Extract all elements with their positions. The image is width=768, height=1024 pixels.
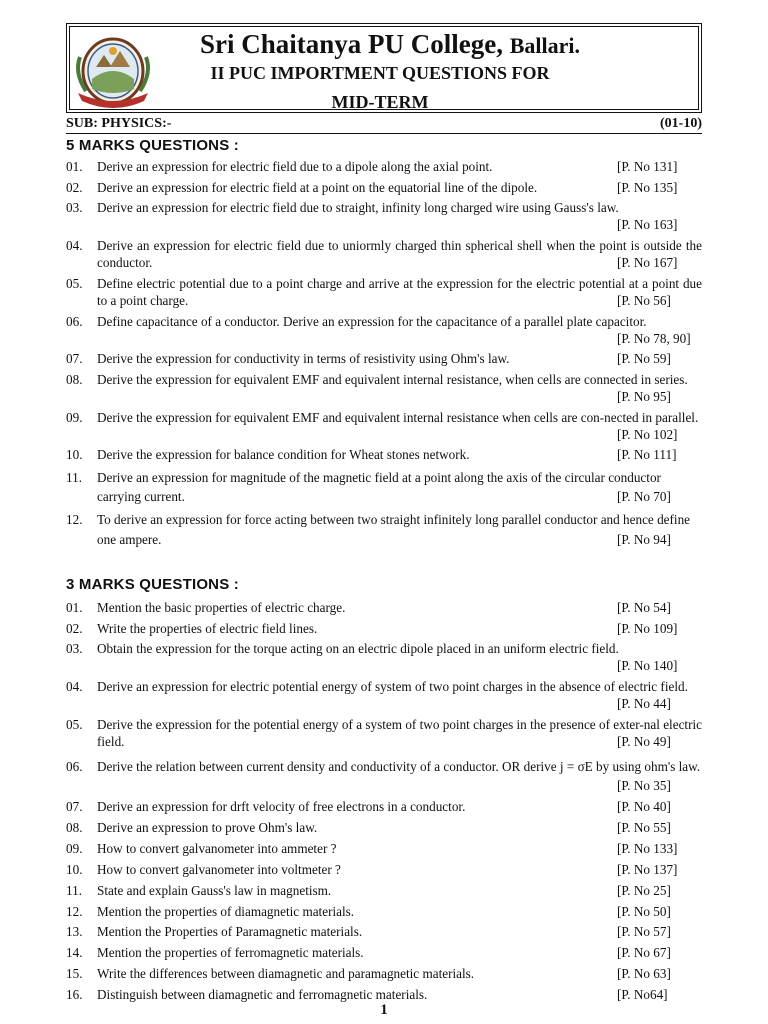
document-subtitle-line1: II PUC IMPORTMENT QUESTIONS FOR bbox=[210, 63, 550, 83]
question-number: 09. bbox=[66, 410, 83, 425]
question-item bbox=[66, 409, 702, 443]
question-number: 11. bbox=[66, 883, 82, 898]
college-logo bbox=[70, 27, 156, 111]
question-number: 11. bbox=[66, 470, 82, 485]
question-number: 04. bbox=[66, 238, 83, 253]
subject-line bbox=[66, 115, 702, 134]
question-number: 14. bbox=[66, 945, 83, 960]
page-reference: [P. No 163] bbox=[617, 217, 678, 232]
question-number: 16. bbox=[66, 987, 83, 1002]
question-number: 08. bbox=[66, 372, 83, 387]
question-number: 15. bbox=[66, 966, 83, 981]
question-number: 06. bbox=[66, 314, 83, 329]
question-text: Derive the relation between current density and conductivity of a conductor. OR derive j = σE by using ohm's law. bbox=[97, 759, 701, 774]
question-text: Write the differences between diamagnetic and paramagnetic materials. bbox=[97, 966, 475, 981]
page-reference: [P. No 67] bbox=[617, 945, 671, 960]
page-reference: [P. No 49] bbox=[617, 734, 671, 749]
page-reference: [P. No 140] bbox=[617, 658, 678, 673]
page-reference: [P. No 35] bbox=[617, 778, 671, 793]
chapter-range: (01-10) bbox=[660, 116, 702, 131]
question-number: 12. bbox=[66, 512, 83, 527]
question-item bbox=[66, 371, 702, 405]
question-number: 12. bbox=[66, 904, 83, 919]
question-item bbox=[66, 158, 702, 175]
question-item bbox=[66, 923, 702, 940]
question-item bbox=[66, 798, 702, 815]
section-heading-3-marks: 3 MARKS QUESTIONS : bbox=[66, 576, 239, 593]
page-reference: [P. No 94] bbox=[617, 532, 671, 547]
question-text: Mention the Properties of Paramagnetic materials. bbox=[97, 924, 363, 939]
question-number: 10. bbox=[66, 447, 83, 462]
question-text: Mention the properties of diamagnetic materials. bbox=[97, 904, 355, 919]
question-text: How to convert galvanometer into voltmeter ? bbox=[97, 862, 341, 877]
question-text: Derive an expression for electric potential energy of system of two point charges in the absence of electric field. bbox=[97, 679, 688, 694]
question-text: Mention the basic properties of electric charge. bbox=[97, 600, 346, 615]
question-text: Derive an expression for electric field due to straight, infinity long charged wire using Gauss's law. bbox=[97, 200, 619, 215]
page-reference: [P. No 111] bbox=[617, 447, 677, 462]
question-text: Define capacitance of a conductor. Derive an expression for the capacitance of a parallel plate capacitor. bbox=[97, 314, 647, 329]
question-item bbox=[66, 313, 702, 347]
question-item bbox=[66, 275, 702, 309]
page-reference: [P. No 78, 90] bbox=[617, 331, 691, 346]
question-text: Mention the properties of ferromagnetic materials. bbox=[97, 945, 364, 960]
question-item bbox=[66, 965, 702, 982]
question-text: Derive an expression for magnitude of the magnetic field at a point along the axis of the circular conductor carrying current. bbox=[97, 470, 661, 504]
question-number: 05. bbox=[66, 717, 83, 732]
question-item bbox=[66, 882, 702, 899]
question-item bbox=[66, 819, 702, 836]
question-item bbox=[66, 640, 702, 674]
question-item bbox=[66, 237, 702, 271]
page-reference: [P. No64] bbox=[617, 987, 668, 1002]
question-number: 01. bbox=[66, 159, 83, 174]
page-reference: [P. No 70] bbox=[617, 489, 671, 504]
question-text: Derive an expression to prove Ohm's law. bbox=[97, 820, 318, 835]
question-item bbox=[66, 199, 702, 233]
question-text: Define electric potential due to a point charge and arrive at the expression for the electric potential at a point due to a point charge. bbox=[97, 276, 702, 308]
section-heading-5-marks: 5 MARKS QUESTIONS : bbox=[66, 137, 239, 154]
question-text: Write the properties of electric field lines. bbox=[97, 621, 318, 636]
question-item bbox=[66, 716, 702, 750]
document-subtitle-line2: MID-TERM bbox=[331, 92, 429, 112]
page-reference: [P. No 25] bbox=[617, 883, 671, 898]
question-text: Distinguish between diamagnetic and ferromagnetic materials. bbox=[97, 987, 428, 1002]
page-reference: [P. No 102] bbox=[617, 427, 678, 442]
question-number: 07. bbox=[66, 351, 83, 366]
question-number: 08. bbox=[66, 820, 83, 835]
page-reference: [P. No 133] bbox=[617, 841, 678, 856]
page-reference: [P. No 56] bbox=[617, 293, 671, 308]
question-number: 13. bbox=[66, 924, 83, 939]
question-text: Derive the expression for the potential energy of a system of two point charges in the presence of exter-nal electric field. bbox=[97, 717, 702, 749]
page-reference: [P. No 40] bbox=[617, 799, 671, 814]
question-text: Derive an expression for electric field due to a dipole along the axial point. bbox=[97, 159, 493, 174]
page-reference: [P. No 63] bbox=[617, 966, 671, 981]
question-text: Derive the expression for equivalent EMF and equivalent internal resistance, when cells are connected in series. bbox=[97, 372, 688, 387]
college-title bbox=[160, 28, 620, 62]
page-reference: [P. No 44] bbox=[617, 696, 671, 711]
question-item bbox=[66, 986, 702, 1003]
question-item bbox=[66, 861, 702, 878]
question-item bbox=[66, 446, 702, 463]
question-item bbox=[66, 678, 702, 712]
question-item bbox=[66, 944, 702, 961]
question-item bbox=[66, 468, 702, 506]
page-reference: [P. No 109] bbox=[617, 621, 678, 636]
question-text: Derive an expression for drft velocity of free electrons in a conductor. bbox=[97, 799, 466, 814]
question-number: 10. bbox=[66, 862, 83, 877]
question-item bbox=[66, 350, 702, 367]
question-text: Derive the expression for equivalent EMF and equivalent internal resistance when cells are con-nected in parallel. bbox=[97, 410, 699, 425]
page-reference: [P. No 59] bbox=[617, 351, 671, 366]
page-reference: [P. No 131] bbox=[617, 159, 678, 174]
page-reference: [P. No 54] bbox=[617, 600, 671, 615]
question-number: 04. bbox=[66, 679, 83, 694]
page-reference: [P. No 135] bbox=[617, 180, 678, 195]
question-text: How to convert galvanometer into ammeter ? bbox=[97, 841, 337, 856]
question-item bbox=[66, 840, 702, 857]
question-text: State and explain Gauss's law in magnetism. bbox=[97, 883, 332, 898]
question-text: Obtain the expression for the torque acting on an electric dipole placed in an uniform electric field. bbox=[97, 641, 619, 656]
page-reference: [P. No 57] bbox=[617, 924, 671, 939]
question-text: Derive the expression for conductivity in terms of resistivity using Ohm's law. bbox=[97, 351, 510, 366]
question-number: 07. bbox=[66, 799, 83, 814]
question-number: 02. bbox=[66, 621, 83, 636]
question-item bbox=[66, 179, 702, 196]
page-reference: [P. No 50] bbox=[617, 904, 671, 919]
college-city: Ballari. bbox=[509, 33, 581, 58]
question-number: 06. bbox=[66, 759, 83, 774]
page-reference: [P. No 95] bbox=[617, 389, 671, 404]
question-number: 03. bbox=[66, 200, 83, 215]
question-item bbox=[66, 903, 702, 920]
college-name: Sri Chaitanya PU College, bbox=[199, 29, 503, 59]
question-number: 01. bbox=[66, 600, 83, 615]
question-number: 09. bbox=[66, 841, 83, 856]
page-reference: [P. No 137] bbox=[617, 862, 678, 877]
question-text: Derive the expression for balance condition for Wheat stones network. bbox=[97, 447, 470, 462]
question-item bbox=[66, 599, 702, 616]
question-text: Derive an expression for electric field at a point on the equatorial line of the dipole. bbox=[97, 180, 538, 195]
page-reference: [P. No 55] bbox=[617, 820, 671, 835]
question-item bbox=[66, 758, 702, 794]
subject-label: SUB: PHYSICS:- bbox=[66, 116, 172, 131]
question-text: To derive an expression for force acting between two straight infinitely long parallel conductor and hence define one ampere. bbox=[97, 512, 691, 547]
page-number: 1 bbox=[380, 1002, 388, 1018]
question-text: Derive an expression for electric field due to uniormly charged thin spherical shell when the point is outside the conductor. bbox=[97, 238, 702, 270]
question-number: 02. bbox=[66, 180, 83, 195]
page-reference: [P. No 167] bbox=[617, 255, 678, 270]
question-item bbox=[66, 510, 702, 550]
question-number: 05. bbox=[66, 276, 83, 291]
question-number: 03. bbox=[66, 641, 83, 656]
question-item bbox=[66, 620, 702, 637]
